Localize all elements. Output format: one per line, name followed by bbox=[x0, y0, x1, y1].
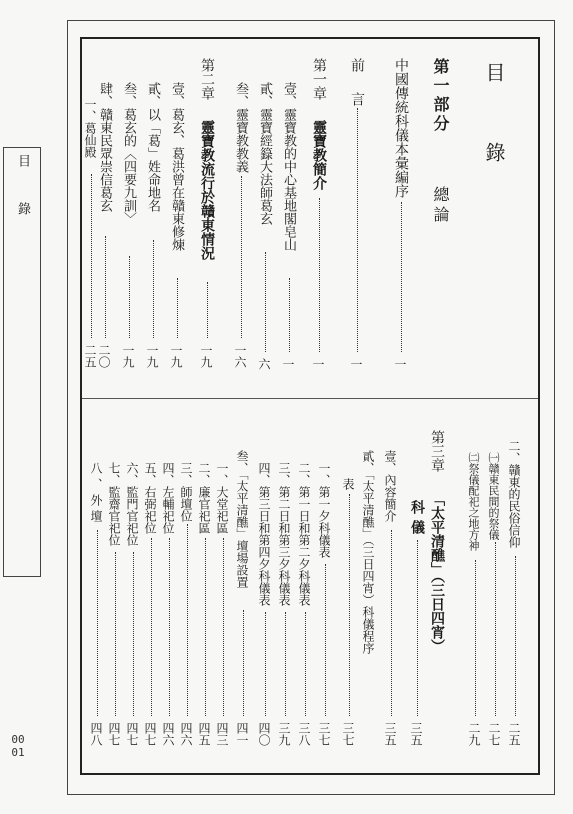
leader-dots bbox=[324, 564, 326, 716]
toc-entry: 壹、內容簡介 bbox=[383, 450, 397, 522]
page-ref: 一九 bbox=[121, 344, 135, 368]
leader-dots bbox=[104, 236, 106, 338]
leader-dots bbox=[514, 556, 516, 716]
toc-entry: 六、監門官祀位 bbox=[125, 462, 139, 546]
toc-entry: 三、第二日和第三夕科儀表 bbox=[277, 462, 291, 606]
page-ref: 二七 bbox=[487, 722, 501, 746]
page-ref: 四八 bbox=[89, 722, 103, 746]
toc-entry: 二、第一日和第二夕科儀表 bbox=[297, 462, 311, 606]
toc-entry: 叁、葛玄的〈四要九訓〉 bbox=[121, 82, 136, 225]
leader-dots bbox=[204, 538, 206, 716]
page-ref: 二九 bbox=[467, 722, 481, 746]
page-ref: 一 bbox=[311, 358, 325, 370]
leader-dots bbox=[400, 202, 402, 352]
page-ref: 四一 bbox=[235, 722, 249, 746]
page-ref: 六 bbox=[257, 358, 271, 370]
chapter-title: 靈寶教流行於贛東情況 bbox=[199, 120, 215, 260]
leader-dots bbox=[132, 552, 134, 716]
chapter-title: 「太平清醮」（三日四宵） bbox=[429, 492, 445, 653]
page-ref: 一 bbox=[393, 358, 407, 370]
leader-dots bbox=[390, 530, 392, 716]
page-ref: 一 bbox=[281, 358, 295, 370]
toc-entry: 叁、靈寶教教義 bbox=[233, 82, 248, 173]
leader-dots bbox=[264, 252, 266, 352]
leader-dots bbox=[90, 174, 92, 338]
toc-entry: 壹、葛玄、葛洪曾在贛東修煉 bbox=[169, 82, 184, 251]
leader-dots bbox=[114, 552, 116, 716]
leader-dots bbox=[348, 494, 350, 716]
leader-dots bbox=[242, 610, 244, 716]
leader-dots bbox=[416, 540, 418, 716]
page-ref: 一 bbox=[349, 358, 363, 370]
toc-entry: 一、第一夕科儀表 bbox=[317, 462, 331, 558]
page-ref: 四〇 bbox=[257, 722, 271, 746]
leader-dots bbox=[474, 560, 476, 716]
toc-entry-continued: 表 bbox=[341, 478, 355, 490]
page-ref: 一九 bbox=[199, 344, 213, 368]
section-divider bbox=[82, 398, 538, 399]
toc-entry: 五、右弼祀位 bbox=[143, 462, 157, 534]
page-ref: 一六 bbox=[233, 344, 247, 368]
page-ref: 三七 bbox=[341, 722, 355, 746]
sidebar-tab-label: 目 錄 bbox=[15, 154, 30, 225]
leader-dots bbox=[186, 524, 188, 716]
toc-entry: 二、廉官祀區 bbox=[197, 462, 211, 534]
leader-dots bbox=[206, 282, 208, 338]
leader-dots bbox=[150, 538, 152, 716]
toc-entry: 一、大堂祀區 bbox=[215, 462, 229, 534]
toc-entry: 貳、靈寶經籙大法師葛玄 bbox=[257, 82, 272, 225]
toc-entry: 四、左輔祀位 bbox=[161, 462, 175, 534]
toc-entry: ㈡祭儀配祀之地方神 bbox=[467, 452, 480, 551]
page-ref: 四七 bbox=[107, 722, 121, 746]
page-ref: 一九 bbox=[145, 344, 159, 368]
page-title: 目 錄 bbox=[482, 62, 506, 180]
page-number: 0001 bbox=[11, 733, 25, 759]
leader-dots bbox=[318, 198, 320, 352]
leader-dots bbox=[494, 542, 496, 716]
toc-entry: 一、葛仙殿 bbox=[83, 98, 97, 158]
page-ref: 四五 bbox=[197, 722, 211, 746]
toc-entry: 叁、「太平清醮」壇場設置 bbox=[235, 450, 249, 588]
toc-entry: ㈠贛東民間的祭儀 bbox=[487, 452, 500, 540]
part-name: 總論 bbox=[431, 186, 450, 226]
toc-entry: 二、贛東的民俗信仰 bbox=[507, 440, 521, 548]
page-ref: 一九 bbox=[169, 344, 183, 368]
leader-dots bbox=[304, 612, 306, 716]
page-ref: 四六 bbox=[161, 722, 175, 746]
leader-dots bbox=[264, 612, 266, 716]
toc-entry: 三、師壇位 bbox=[179, 462, 193, 522]
toc-entry: 貳、以「葛」姓命地名 bbox=[145, 82, 160, 212]
page-ref: 四六 bbox=[179, 722, 193, 746]
toc-entry: 肆、贛東民眾崇信葛玄 bbox=[97, 82, 112, 212]
page-ref: 三七 bbox=[317, 722, 331, 746]
chapter-title: 靈寶教簡介 bbox=[311, 120, 327, 190]
leader-dots bbox=[240, 176, 242, 338]
chapter-label: 第二章 bbox=[199, 58, 215, 100]
leader-dots bbox=[222, 538, 224, 716]
leader-dots bbox=[128, 256, 130, 338]
leader-dots bbox=[356, 108, 358, 352]
toc-entry: 四、第三日和第四夕科儀表 bbox=[257, 462, 271, 606]
toc-entry: 中國傳統科儀本彙編序 bbox=[393, 58, 409, 198]
toc-entry: 壹、靈寶教的中心基地閣皂山 bbox=[281, 82, 296, 251]
part-label: 第一部分 bbox=[431, 58, 450, 134]
leader-dots bbox=[96, 530, 98, 716]
page-ref: 四七 bbox=[143, 722, 157, 746]
leader-dots bbox=[176, 278, 178, 338]
page-ref: 四七 bbox=[125, 722, 139, 746]
page-ref: 四三 bbox=[215, 722, 229, 746]
page-ref: 三五 bbox=[383, 722, 397, 746]
page-ref: 二〇 bbox=[97, 344, 111, 368]
toc-entry: 貳、「太平清醮」（三日四宵）科儀程序 bbox=[361, 450, 375, 654]
toc-entry: 前言 bbox=[349, 58, 365, 126]
chapter-label: 第一章 bbox=[311, 58, 327, 100]
leader-dots bbox=[168, 538, 170, 716]
page-ref: 二五 bbox=[507, 722, 521, 746]
page-ref: 三八 bbox=[297, 722, 311, 746]
toc-entry: 八、外壇 bbox=[89, 462, 103, 526]
leader-dots bbox=[152, 240, 154, 338]
page-ref: 三五 bbox=[409, 722, 423, 746]
page-ref: 三九 bbox=[277, 722, 291, 746]
toc-entry: 七、監齋官祀位 bbox=[107, 462, 121, 546]
page-ref: 二五 bbox=[83, 344, 97, 368]
sidebar-tab bbox=[3, 147, 41, 577]
leader-dots bbox=[288, 278, 290, 352]
chapter-title-continued: 科儀 bbox=[409, 500, 425, 540]
leader-dots bbox=[284, 612, 286, 716]
chapter-label: 第三章 bbox=[429, 430, 445, 472]
